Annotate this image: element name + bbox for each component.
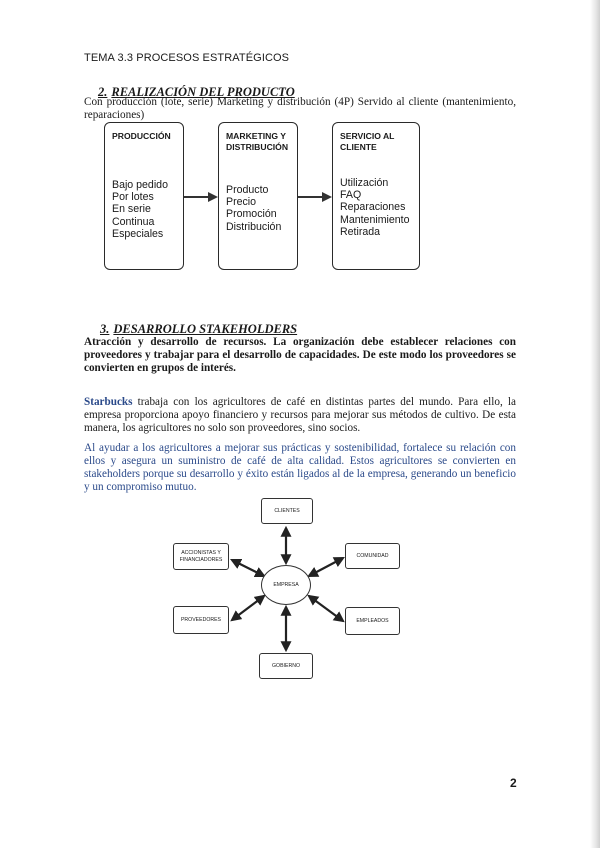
flow-item: Mantenimiento (340, 213, 410, 226)
starbucks-text-2: Al ayudar a los agricultores a mejorar sus prácticas y sostenibilidad, fortalece su relación con ellos y asegura un suministro de café de alta calidad. Estos agricultores se convierten en stakeholders porque su desarrollo y éxito están ligados al de la empresa, generando un beneficio y un compromiso mutuo. (84, 442, 516, 493)
flow-item: Distribución (226, 220, 282, 233)
flow-box-title: MARKETING Y DISTRIBUCIÓN (226, 131, 289, 152)
flow-item: Retirada (340, 225, 381, 238)
starbucks-name: Starbucks (84, 396, 133, 408)
flow-item: Precio (226, 196, 257, 209)
node-proveedores: PROVEEDORES (173, 606, 229, 634)
section-2-text: Con producción (lote, serie) Marketing y distribución (4P) Servido al cliente (mantenimiento, reparaciones) (84, 96, 516, 121)
node-clientes: CLIENTES (261, 498, 313, 524)
starbucks-text-1: trabaja con los agricultores de café en distintas partes del mundo. Para ello, la empresa proporciona apoyo financiero y recursos para mejorar sus métodos de cultivo. De esta manera, los agricultores no solo son proveedores, sino socios. (84, 396, 516, 434)
arrow-proveedores (232, 596, 264, 620)
flow-box-title: PRODUCCIÓN (112, 131, 171, 141)
page-header: TEMA 3.3 PROCESOS ESTRATÉGICOS (84, 52, 290, 64)
arrow-comunidad (309, 558, 343, 576)
section-3-number: 3. (100, 322, 110, 336)
flow-item: Reparaciones (340, 201, 406, 214)
flow-item: En serie (112, 203, 151, 216)
flow-item: Producto (226, 184, 269, 196)
flow-box-title: SERVICIO AL CLIENTE (340, 131, 395, 152)
flow-item: Especiales (112, 227, 164, 240)
arrow-accionistas (232, 560, 264, 576)
page-number: 2 (510, 776, 517, 790)
section-3-text: Atracción y desarrollo de recursos. La organización debe establecer relaciones con proveedores y trabajar para el desarrollo de capacidades. De este modo los proveedores se convierten en grupos de interés. (84, 336, 516, 374)
section-2-number: 2. (98, 85, 108, 99)
section-3-title: DESARROLLO STAKEHOLDERS (113, 322, 298, 336)
node-empleados: EMPLEADOS (345, 607, 400, 635)
node-empresa: EMPRESA (261, 565, 311, 605)
flow-item: Por lotes (112, 191, 154, 204)
flow-item: Continua (112, 215, 155, 228)
node-accionistas: ACCIONISTAS Y FINANCIADORES (173, 543, 229, 570)
section-2-title: REALIZACIÓN DEL PRODUCTO (111, 85, 295, 99)
flow-item: Promoción (226, 208, 277, 221)
flow-item: Bajo pedido (112, 179, 168, 191)
flow-item: FAQ (340, 189, 362, 202)
node-comunidad: COMUNIDAD (345, 543, 400, 569)
node-gobierno: GOBIERNO (259, 653, 313, 679)
arrow-empleados (309, 596, 343, 621)
flow-item: Utilización (340, 177, 389, 189)
